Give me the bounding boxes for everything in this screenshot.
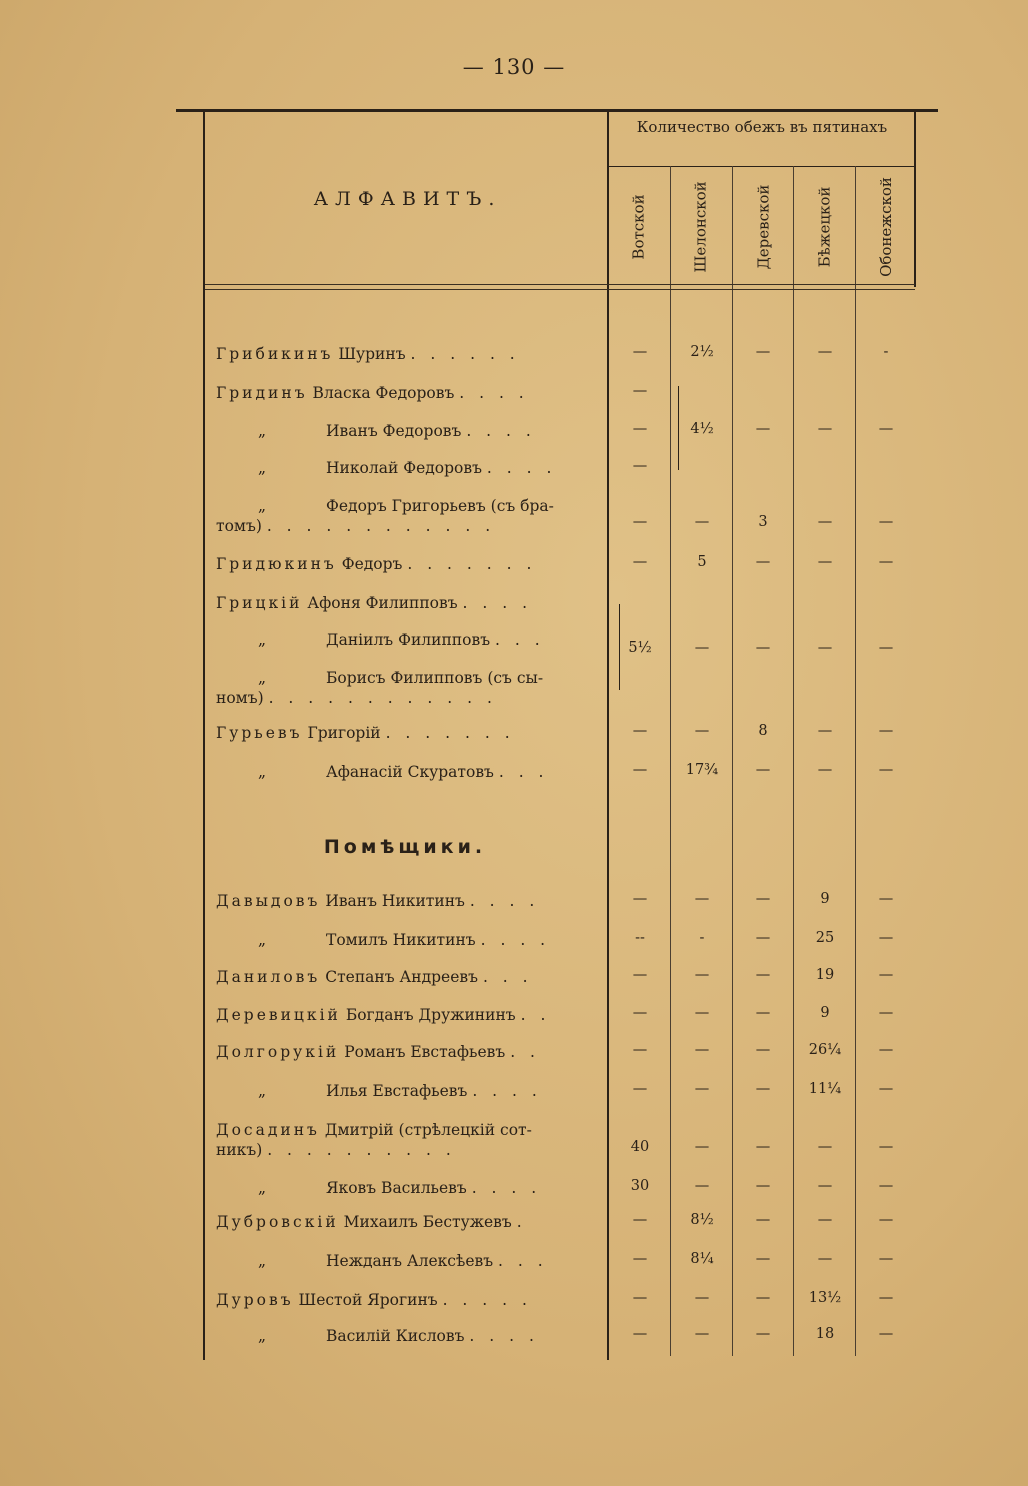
row-name (216, 554, 600, 574)
table-cell: — (694, 1139, 710, 1155)
surname: Давыдовъ (216, 892, 321, 910)
leader-dots: . . . . . . . . . . . . (268, 689, 497, 707)
surname: Грицкій (216, 594, 303, 612)
table-cell: — (694, 967, 710, 983)
given-name: Шуринъ (338, 345, 406, 363)
column-separator (670, 166, 671, 1356)
table-cell: - (883, 344, 889, 360)
given-name: Томилъ Никитинъ (326, 931, 476, 949)
row-name (216, 967, 600, 987)
table-cell: — (817, 1178, 833, 1194)
table-cell: 5 (697, 554, 707, 570)
table-cell: — (817, 1139, 833, 1155)
table-cell: — (817, 723, 833, 739)
leader-dots: . . . . (486, 459, 557, 477)
column-header-shelonskoy: Шелонской (692, 181, 711, 273)
column-header-derevskoy: Деревской (754, 184, 772, 270)
table-cell: — (755, 1042, 771, 1058)
table-cell: 8 (758, 723, 768, 739)
table-cell: — (878, 1042, 894, 1058)
table-cell: 8¼ (690, 1251, 714, 1267)
table-cell: — (817, 344, 833, 360)
table-cell: — (694, 1005, 710, 1021)
table-cell: — (878, 762, 894, 778)
row-name (216, 1326, 600, 1346)
row-name (216, 723, 600, 743)
table-cell: — (755, 891, 771, 907)
table-cell: — (755, 762, 771, 778)
ditto-mark: „ (258, 497, 267, 515)
row-name (216, 1042, 600, 1062)
surname: Дуровъ (216, 1291, 294, 1309)
table-cell: — (632, 1251, 648, 1267)
row-name (216, 630, 600, 650)
row-name (216, 383, 600, 403)
table-cell: — (632, 1212, 648, 1228)
row-name (216, 421, 600, 441)
leader-dots: . . . . . . (410, 345, 520, 363)
given-name: Иванъ Никитинъ (325, 892, 465, 910)
given-name: Федоръ (341, 555, 403, 573)
table-cell: — (632, 1290, 648, 1306)
column-header-bezhetskoy: Бѣжецкой (815, 186, 834, 268)
column-header-votskoy: Вотской (630, 194, 648, 260)
row-name (216, 1251, 600, 1271)
table-cell: 18 (815, 1326, 835, 1342)
table-cell: 2½ (690, 344, 714, 360)
table-cell: — (817, 762, 833, 778)
header-group-rule (608, 166, 916, 167)
table-cell: — (632, 762, 648, 778)
given-name: Яковъ Васильевъ (326, 1179, 467, 1197)
given-name: Иванъ Федоровъ (326, 422, 462, 440)
table-cell: 17¾ (685, 762, 719, 778)
table-cell: — (694, 1290, 710, 1306)
row-name (216, 668, 600, 708)
column-header-obonezhskoy: Обонежской (877, 177, 895, 277)
table-top-rule (176, 109, 938, 112)
table-cell: — (755, 967, 771, 983)
table-cell: — (878, 1139, 894, 1155)
table-cell: — (817, 1212, 833, 1228)
surname: Долгорукій (216, 1043, 340, 1061)
table-cell: — (632, 514, 648, 530)
leader-dots: . . (520, 1006, 551, 1024)
table-cell: — (694, 514, 710, 530)
name-continuation: номъ) (216, 689, 264, 707)
table-cell: — (632, 421, 648, 437)
surname: Гурьевъ (216, 724, 303, 742)
ditto-mark: „ (258, 631, 267, 649)
leader-dots: . . . . . (442, 1291, 532, 1309)
surname: Даниловъ (216, 968, 321, 986)
section-heading: Помѣщики. (323, 836, 487, 858)
leader-dots: . . . . (459, 384, 529, 402)
table-cell: 11¼ (808, 1081, 842, 1097)
table-cell: 9 (820, 891, 830, 907)
table-cell: — (632, 554, 648, 570)
ditto-mark: „ (258, 459, 267, 477)
table-cell: — (817, 1251, 833, 1267)
row-name (216, 458, 600, 478)
column-separator (793, 166, 794, 1356)
table-cell: — (632, 383, 648, 399)
table-cell: — (632, 723, 648, 739)
leader-dots: . . . (482, 968, 533, 986)
table-cell: 8½ (690, 1212, 714, 1228)
leader-dots: . . . (495, 631, 545, 649)
table-cell: — (878, 1212, 894, 1228)
table-cell: — (694, 723, 710, 739)
given-name: Дмитрій (стрѣлецкій сот- (324, 1121, 532, 1139)
table-cell: — (878, 1081, 894, 1097)
ditto-mark: „ (258, 1082, 267, 1100)
row-name (216, 344, 600, 364)
leader-dots: . . . . (469, 1327, 539, 1345)
table-name-column-border (607, 112, 609, 1360)
table-cell: — (878, 1251, 894, 1267)
given-name: Нежданъ Алексѣевъ (326, 1252, 494, 1270)
leader-dots: . . . . (466, 422, 536, 440)
name-continuation: никъ) (216, 1141, 263, 1159)
table-cell: — (878, 1290, 894, 1306)
given-name: Власка Федоровъ (312, 384, 455, 402)
table-cell: — (878, 930, 894, 946)
surname: Досадинъ (216, 1121, 320, 1139)
table-cell: — (878, 967, 894, 983)
header-group-label: Количество обежъ въ пятинахъ (636, 118, 888, 136)
table-cell: — (755, 421, 771, 437)
table-cell: — (755, 1139, 771, 1155)
table-cell: — (632, 344, 648, 360)
leader-dots: . . . . (469, 892, 540, 910)
leader-dots: . . . . . . . . . . (267, 1141, 456, 1159)
surname: Грибикинъ (216, 345, 334, 363)
leader-dots: . . . . (462, 594, 533, 612)
given-name: Михаилъ Бестужевъ (343, 1213, 512, 1231)
table-cell: 30 (630, 1178, 650, 1194)
row-name (216, 930, 600, 950)
table-cell: — (755, 1005, 771, 1021)
table-cell: 25 (815, 930, 835, 946)
table-cell: -- (635, 930, 645, 946)
table-cell: — (632, 1042, 648, 1058)
ditto-mark: „ (258, 763, 267, 781)
table-cell: — (755, 1212, 771, 1228)
table-cell: — (694, 891, 710, 907)
table-cell: — (694, 1042, 710, 1058)
given-name: Богданъ Дружининъ (345, 1006, 516, 1024)
ditto-mark: „ (258, 1252, 267, 1270)
table-cell: — (632, 1005, 648, 1021)
row-name (216, 1005, 600, 1025)
table-cell: — (878, 723, 894, 739)
table-cell: — (632, 458, 648, 474)
header-title: АЛФАВИТЪ. (313, 188, 502, 210)
table-cell: — (817, 421, 833, 437)
ditto-mark: „ (258, 669, 267, 687)
surname: Гридинъ (216, 384, 308, 402)
table-left-border (203, 112, 205, 1360)
name-continuation: томъ) (216, 517, 262, 535)
table-cell: — (632, 1326, 648, 1342)
table-cell: — (632, 1081, 648, 1097)
ditto-mark: „ (258, 1179, 267, 1197)
table-cell: - (699, 930, 705, 946)
table-cell: — (817, 514, 833, 530)
table-cell: 19 (815, 967, 835, 983)
given-name: Борисъ Филипповъ (съ сы- (326, 669, 544, 687)
table-cell: — (755, 1290, 771, 1306)
table-cell: — (694, 1178, 710, 1194)
leader-dots: . . (510, 1043, 540, 1061)
table-cell: — (878, 421, 894, 437)
table-cell: — (755, 1326, 771, 1342)
table-cell: — (878, 514, 894, 530)
leader-dots: . . . (498, 1252, 548, 1270)
given-name: Шестой Ярогинъ (298, 1291, 438, 1309)
table-cell: 4½ (690, 421, 714, 437)
given-name: Даніилъ Филипповъ (326, 631, 491, 649)
given-name: Илья Евстафьевъ (326, 1082, 468, 1100)
table-cell: 5½ (628, 640, 652, 656)
table-cell: — (755, 640, 771, 656)
page-number: — 130 — (462, 55, 566, 79)
row-name (216, 1178, 600, 1198)
leader-dots: . . . . (472, 1082, 542, 1100)
ditto-mark: „ (258, 422, 267, 440)
leader-dots: . . . . (480, 931, 551, 949)
given-name: Степанъ Андреевъ (325, 968, 478, 986)
table-cell: — (755, 1081, 771, 1097)
table-cell: — (694, 640, 710, 656)
table-cell: — (694, 1081, 710, 1097)
row-name (216, 1081, 600, 1101)
given-name: Григорій (307, 724, 381, 742)
ditto-mark: „ (258, 1327, 267, 1345)
table-cell: 26¼ (808, 1042, 842, 1058)
table-cell: 3 (758, 514, 768, 530)
table-cell: — (878, 554, 894, 570)
table-cell: — (878, 640, 894, 656)
table-cell: — (755, 554, 771, 570)
leader-dots: . . . . . . . . . . . . (266, 517, 496, 535)
row-name (216, 1212, 600, 1232)
given-name: Романъ Евстафьевъ (344, 1043, 506, 1061)
table-cell: — (632, 967, 648, 983)
table-cell: — (632, 891, 648, 907)
given-name: Василій Кисловъ (326, 1327, 465, 1345)
row-name (216, 496, 600, 536)
leader-dots: . . . . (471, 1179, 542, 1197)
leader-dots: . . . . . . . (385, 724, 515, 742)
table-cell: — (755, 930, 771, 946)
header-double-rule (205, 284, 915, 285)
given-name: Федоръ Григорьевъ (съ бра- (326, 497, 554, 515)
surname: Дубровскій (216, 1213, 339, 1231)
table-cell: — (878, 1178, 894, 1194)
leader-dots: . . . . . . . (407, 555, 537, 573)
given-name: Афанасій Скуратовъ (326, 763, 494, 781)
table-cell: 13½ (808, 1290, 842, 1306)
table-cell: 9 (820, 1005, 830, 1021)
row-name (216, 891, 600, 911)
table-cell: — (878, 1326, 894, 1342)
surname: Гридюкинъ (216, 555, 337, 573)
row-name (216, 1290, 600, 1310)
leader-dots: . . . (498, 763, 549, 781)
row-name (216, 762, 600, 782)
table-cell: — (755, 1251, 771, 1267)
given-name: Афоня Филипповъ (307, 594, 458, 612)
surname: Деревицкій (216, 1006, 341, 1024)
header-double-rule (205, 289, 915, 290)
leader-dots: . (516, 1213, 527, 1231)
given-name: Николай Федоровъ (326, 459, 482, 477)
table-cell: — (878, 1005, 894, 1021)
table-cell: — (817, 554, 833, 570)
table-cell: 40 (630, 1139, 650, 1155)
table-cell: — (878, 891, 894, 907)
row-name (216, 593, 600, 613)
table-cell: — (755, 344, 771, 360)
row-name (216, 1120, 600, 1160)
ditto-mark: „ (258, 931, 267, 949)
table-cell: — (694, 1326, 710, 1342)
table-cell: — (817, 640, 833, 656)
table-cell: — (755, 1178, 771, 1194)
